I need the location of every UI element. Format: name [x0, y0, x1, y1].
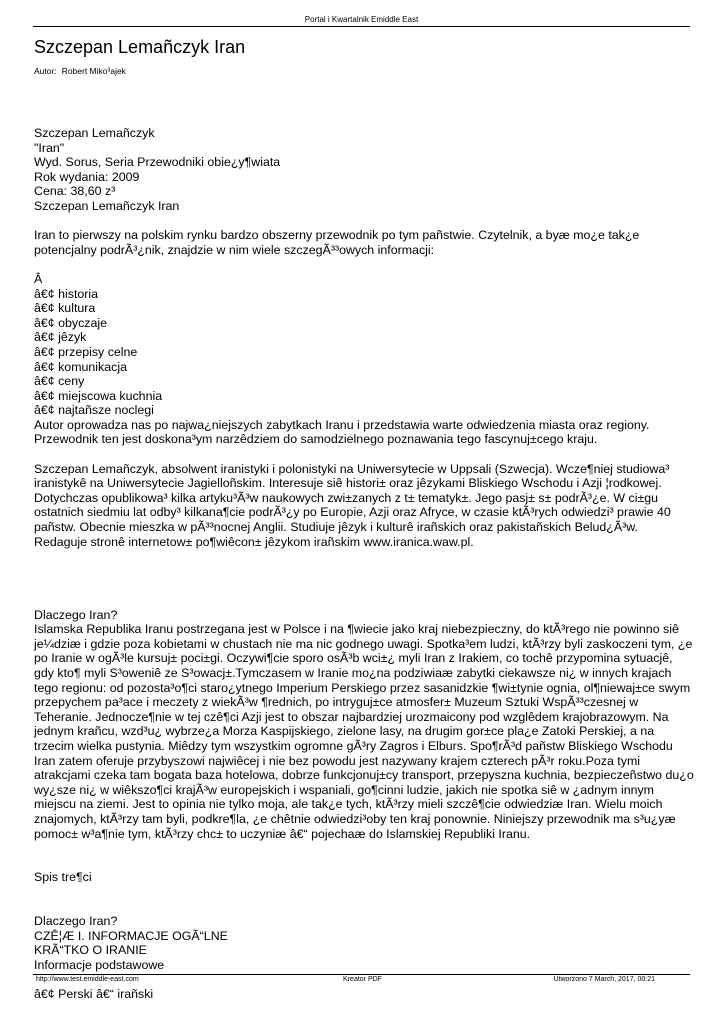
article-title: Szczepan Lemañczyk Iran	[34, 37, 246, 57]
text-line: Cena: 38,60 z³	[34, 184, 116, 199]
text-line: â€¢ kultura	[34, 301, 96, 316]
text-line: â€¢ Perski â€“ irañski	[34, 987, 154, 1002]
blank-line	[34, 856, 694, 871]
blank-line	[34, 578, 694, 593]
blank-line	[34, 257, 694, 272]
text-line: Dlaczego Iran?	[34, 914, 118, 929]
blank-line	[34, 885, 694, 900]
blank-line	[34, 564, 694, 579]
text-line: â€¢ komunikacja	[34, 359, 127, 374]
text-line: Przewodnik ten jest doskona³ym narzêdziem do samodzielnego poznawania tego fascynuj±cego kraju.	[34, 432, 598, 447]
text-line: Â	[34, 271, 43, 286]
text-line: â€¢ jêzyk	[34, 330, 87, 345]
text-line: â€¢ najtañsze noclegi	[34, 403, 154, 418]
blank-line	[34, 593, 694, 608]
text-line: Iran zatem oferuje przybyszowi najwiêcej i nie bez powodu jest nazywany krajem czterech pÃ³r roku.Poza tymi	[34, 753, 641, 768]
author-line	[34, 66, 126, 77]
header-divider	[33, 26, 690, 27]
text-line: Wyd. Sorus, Seria Przewodniki obie¿y¶wiata	[34, 155, 281, 170]
text-line: "Iran"	[34, 140, 65, 155]
footer-url[interactable]: http://www.test.emiddle-east.com	[36, 976, 139, 983]
text-line: przepychem pa³ace i meczety z wiekÃ³w ¶rednich, po intryguj±ce atmosfer± Muzeum Sztuki WspÃ³³czesnej w	[34, 695, 639, 710]
author-label: Autor:	[34, 66, 57, 76]
text-line: KRÃ“TKO O IRANIE	[34, 943, 147, 958]
text-line: potencjalny podrÃ³¿nik, znajdzie w nim wiele szczegÃ³³owych informacji:	[34, 242, 435, 257]
text-line: Dotychczas opublikowa³ kilka artyku³Ã³w naukowych zwi±zanych z t± tematyk±. Jego pasj± s± podrÃ³¿e. W ci±gu	[34, 490, 659, 505]
text-line: Redaguje stronê internetow± po¶wiêcon± jêzykom irañskim www.iranica.waw.pl.	[34, 534, 474, 549]
text-line: pañstw. Obecnie mieszka w pÃ³³nocnej Anglii. Studiuje jêzyk i kulturê irañskich oraz pakistañskich Belud¿Ã³w.	[34, 520, 638, 535]
article-body	[34, 126, 694, 1002]
text-line: znajomych, ktÃ³rzy tam byli, podkre¶la, ¿e chêtnie odwiedzi³oby ten kraj ponownie. Niniejszy przewodnik ma s³u¿yæ	[34, 811, 676, 826]
text-line: ostatnich siedmiu lat odby³ kilkana¶cie podrÃ³¿y po Europie, Azji oraz Afryce, w czasie ktÃ³rych odwiedzi³ prawie 40	[34, 505, 671, 520]
footer-generator: Kreator PDF	[343, 976, 382, 983]
text-line: wy¿sze ni¿ w wiêkszo¶ci krajÃ³w europejskich i wspaniali, go¶cinni ludzie, jakich nie spotka siê w ¿adnym innym	[34, 782, 654, 797]
text-line: CZÊ¦Æ I. INFORMACJE OGÃ“LNE	[34, 928, 228, 943]
text-line: Informacje podstawowe	[34, 957, 165, 972]
text-line: pomoc± w³a¶nie tym, ktÃ³rzy chc± to uczyniæ â€“ pojechaæ do Islamskiej Republiki Iranu.	[34, 826, 531, 841]
text-line: atrakcjami czeka tam bogata baza hotelowa, dobrze funkcjonuj±cy transport, przepyszna kuchnia, bezpieczeñstwo du¿o	[34, 768, 694, 783]
text-line: trzecim wielka pustynia. Miêdzy tym wszystkim ogromne gÃ³ry Zagros i Elburs. Spo¶rÃ³d pañstw Bliskiego Wschodu	[34, 738, 673, 753]
text-line: â€¢ historia	[34, 286, 99, 301]
blank-line	[34, 549, 694, 564]
text-line: â€¢ przepisy celne	[34, 344, 138, 359]
footer-created-date: Utworzono 7 March, 2017, 00:21	[553, 976, 655, 983]
page-header: Portal i Kwartalnik Emiddle East	[304, 15, 419, 24]
text-line: Spis tre¶ci	[34, 870, 92, 885]
text-line: jednym krañcu, wzd³u¿ wybrze¿a Morza Kaspijskiego, zielone lasy, na drugim gor±ce pla¿e Zatoki Perskiej, a na	[34, 724, 655, 739]
text-line: po Iranie w ogÃ³le kursuj± poci±gi. Oczywi¶cie sporo osÃ³b wci±¿ myli Iran z Irakiem, co tochê przypomina sytuacjê,	[34, 651, 673, 666]
blank-line	[34, 899, 694, 914]
text-line: tego regionu: od pozosta³o¶ci staro¿ytnego Imperium Perskiego przez sasanidzkie ¶wi±tynie ognia, ol¶niewaj±ce swym	[34, 680, 691, 695]
text-line: Iran to pierwszy na polskim rynku bardzo obszerny przewodnik po tym pañstwie. Czytelnik, a byæ mo¿e tak¿e	[34, 228, 640, 243]
text-line: Szczepan Lemañczyk	[34, 126, 155, 140]
text-line: Teheranie. Jednocze¶nie w tej czê¶ci Azji jest to obszar najbardziej urozmaicony pod wzglêdem krajobrazowym. Na	[34, 709, 669, 724]
text-line: Islamska Republika Iranu postrzegana jest w Polsce i na ¶wiecie jako kraj niebezpieczny, do ktÃ³rego nie powinno siê	[34, 622, 679, 637]
text-line: Autor oprowadza nas po najwa¿niejszych zabytkach Iranu i przedstawia warte odwiedzenia miasta oraz regiony.	[34, 417, 650, 432]
text-line: gdy kto¶ myli S³oweniê ze S³owacj±.Tymczasem w Iranie mo¿na podziwiaæ zabytki ciekawsze ni¿ w innych krajach	[34, 665, 672, 680]
blank-line	[34, 447, 694, 462]
blank-line	[34, 841, 694, 856]
text-line: â€¢ ceny	[34, 374, 85, 389]
text-line: Rok wydania: 2009	[34, 169, 140, 184]
author-name: Robert Miko³ajek	[61, 66, 126, 76]
text-line: iranistykê na Uniwersytecie Jagielloñskim. Interesuje siê histori± oraz jêzykami Bliskiego Wschodu i Azji ¦rodkowej.	[34, 476, 662, 491]
blank-line	[34, 214, 694, 229]
text-line: je¼dziæ i gdzie poza kobietami w chustach nie ma nic godnego uwagi. Spotka³em ludzi, ktÃ³rzy byli zaskoczeni tym, ¿e	[34, 636, 693, 651]
text-line: Szczepan Lemañczyk Iran	[34, 198, 180, 213]
text-line: Szczepan Lemañczyk, absolwent iranistyki i polonistyki na Uniwersytecie w Uppsali (Szwecja). Wcze¶niej studiowa³	[34, 461, 670, 476]
text-line: miejscu na ziemi. Jest to opinia nie tylko moja, ale tak¿e tych, ktÃ³rzy mieli szczê¶cie odwiedziæ Iran. Wielu moich	[34, 797, 663, 812]
text-line: â€¢ obyczaje	[34, 315, 108, 330]
text-line: â€¢ miejscowa kuchnia	[34, 388, 163, 403]
text-line: Dlaczego Iran?	[34, 607, 118, 622]
